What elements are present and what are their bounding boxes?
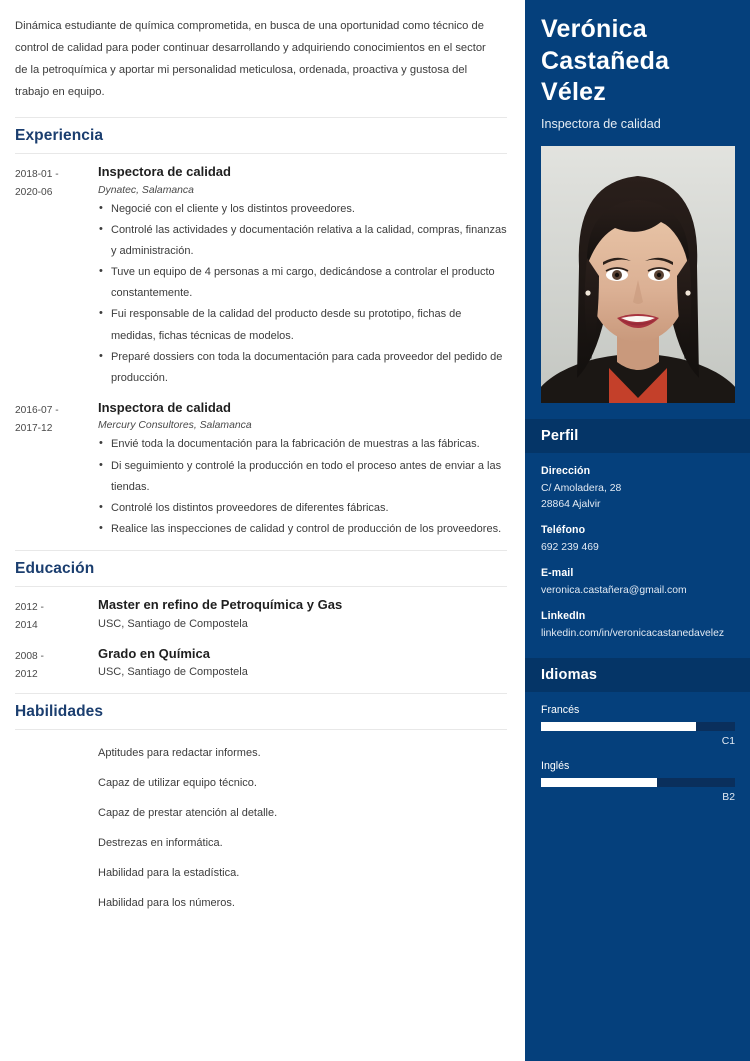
skill-label: Aptitudes para redactar informes.: [98, 747, 261, 760]
skill-spacer: [15, 861, 98, 887]
language-level-bar: [541, 778, 735, 787]
entry-body: [98, 596, 507, 635]
entry-bullet: • Tuve un equipo de 4 personas a mi cargo, dedicándose a controlar el producto constantemente.: [98, 262, 507, 304]
section-title-experience: Experiencia: [15, 127, 104, 145]
entry-date-end: 2014: [15, 619, 38, 631]
education-entry: [15, 645, 507, 684]
skill-row: [15, 891, 507, 917]
languages-list: [525, 692, 750, 803]
skill-label: Habilidad para la estadística.: [98, 866, 240, 879]
entry-bullet: • Controlé los distintos proveedores de diferentes fábricas.: [98, 498, 507, 519]
entry-date-end: 2017-12: [15, 422, 53, 434]
entry-date-start: 2016-07 -: [15, 404, 59, 416]
skill-spacer: [15, 801, 98, 827]
sidebar: [525, 0, 750, 1061]
contact-value[interactable]: 692 239 469: [541, 542, 599, 554]
section-skills: [15, 693, 507, 916]
entry-body: [98, 163, 507, 389]
entry-bullet-list: [98, 434, 507, 540]
entry-bullet: • Realice las inspecciones de calidad y control de producción de los proveedores.: [98, 519, 507, 540]
entry-date-start: 2008 -: [15, 650, 44, 662]
skill-spacer: [15, 831, 98, 857]
contact-item: [541, 610, 736, 642]
entry-date-end: 2012: [15, 668, 38, 680]
experience-entries: [15, 163, 507, 540]
entry-body: [98, 645, 507, 684]
entry-date-start: 2018-01 -: [15, 169, 59, 181]
experience-entry: [15, 399, 507, 540]
entry-job-title: Inspectora de calidad: [98, 399, 231, 415]
contact-label: Dirección: [541, 464, 591, 477]
photo-container: [525, 132, 750, 403]
skill-row: [15, 801, 507, 827]
entry-degree-title: Master en refino de Petroquímica y Gas: [98, 597, 343, 612]
skill-label: Habilidad para los números.: [98, 896, 235, 909]
contact-item: [541, 524, 736, 556]
language-level-label: C1: [721, 736, 735, 748]
entry-date-range: [15, 163, 98, 389]
section-header-experience: [15, 117, 507, 154]
section-header-education: [15, 550, 507, 587]
language-level-bar: [541, 722, 735, 731]
entry-institution: USC, Santiago de Compostela: [98, 666, 248, 679]
skill-spacer: [15, 771, 98, 797]
contact-label: LinkedIn: [541, 610, 586, 623]
entry-bullet: • Negocié con el cliente y los distintos proveedores.: [98, 199, 507, 220]
skill-spacer: [15, 891, 98, 917]
section-title-education: Educación: [15, 560, 95, 577]
contact-item: [541, 567, 736, 599]
contact-value[interactable]: veronica.castañera@gmail.com: [541, 585, 687, 597]
profile-summary: Dinámica estudiante de química comprometida, en busca de una oportunidad como técnico de control de calidad para poder continuar desarrollando y adquiriendo conocimientos en el sector de la petroquímica y aportar mi personalidad meticulosa, ordenada, proactiva y gustosa del trabajo en equipo.: [15, 20, 486, 98]
entry-bullet: • Controlé las actividades y documentación relativa a la calidad, compras, finanzas y administración.: [98, 220, 507, 262]
section-header-profile: [525, 419, 750, 453]
profile-contact-list: [525, 453, 750, 643]
entry-bullet: • Fui responsable de la calidad del producto desde su prototipo, fichas de medidas, fichas técnicas de modelos.: [98, 304, 507, 346]
entry-date-range: [15, 596, 98, 635]
entry-date-start: 2012 -: [15, 602, 44, 613]
skills-list: [15, 739, 507, 916]
section-education: [15, 550, 507, 683]
section-header-languages: [525, 658, 750, 692]
entry-date-range: [15, 399, 98, 540]
entry-date-range: [15, 645, 98, 684]
contact-value[interactable]: C/ Amoladera, 28 28864 Ajalvir: [541, 482, 622, 510]
candidate-name: Verónica Castañeda Vélez: [541, 15, 670, 106]
entry-bullet: • Di seguimiento y controlé la producción en todo el proceso antes de enviar a las tiendas.: [98, 456, 507, 498]
language-level-label: B2: [722, 792, 735, 804]
portrait-photo: [541, 146, 735, 403]
language-name: Francés: [541, 704, 580, 717]
entry-bullet: • Envié toda la documentación para la fabricación de muestras a las fábricas.: [98, 434, 507, 455]
language-item: [541, 704, 736, 747]
skill-label: Capaz de prestar atención al detalle.: [98, 807, 278, 820]
language-level-bar-fill: [541, 722, 696, 731]
education-entry: [15, 596, 507, 635]
candidate-role: Inspectora de calidad: [541, 116, 661, 131]
contact-value[interactable]: linkedin.com/in/veronicacastanedavelez: [541, 628, 725, 640]
section-header-skills: [15, 693, 507, 730]
language-name: Inglés: [541, 760, 570, 773]
entry-employer: Dynatec, Salamanca: [98, 184, 194, 196]
education-entries: [15, 596, 507, 683]
entry-bullet-list: [98, 199, 507, 389]
skill-row: [15, 771, 507, 797]
section-title-profile: Perfil: [541, 427, 579, 444]
section-experience: [15, 117, 507, 540]
language-level-bar-fill: [541, 778, 657, 787]
entry-bullet: • Preparé dossiers con toda la documentación para cada proveedor del pedido de producción.: [98, 347, 507, 389]
skill-label: Capaz de utilizar equipo técnico.: [98, 777, 257, 790]
entry-employer: Mercury Consultores, Salamanca: [98, 420, 252, 432]
entry-degree-title: Grado en Química: [98, 645, 210, 661]
skill-row: [15, 741, 507, 767]
experience-entry: [15, 163, 507, 389]
language-item: [541, 760, 736, 803]
entry-date-end: 2020-06: [15, 187, 53, 199]
skill-row: [15, 831, 507, 857]
contact-item: [541, 465, 736, 513]
entry-institution: USC, Santiago de Compostela: [98, 617, 248, 630]
name-block: [525, 0, 750, 109]
contact-label: E-mail: [541, 567, 574, 580]
entry-job-title: Inspectora de calidad: [98, 164, 231, 180]
entry-body: [98, 399, 507, 540]
section-title-skills: Habilidades: [15, 703, 104, 721]
section-title-languages: Idiomas: [541, 667, 598, 684]
contact-label: Teléfono: [541, 524, 586, 537]
skill-row: [15, 861, 507, 887]
skill-spacer: [15, 741, 98, 767]
skill-label: Destrezas en informática.: [98, 836, 223, 849]
